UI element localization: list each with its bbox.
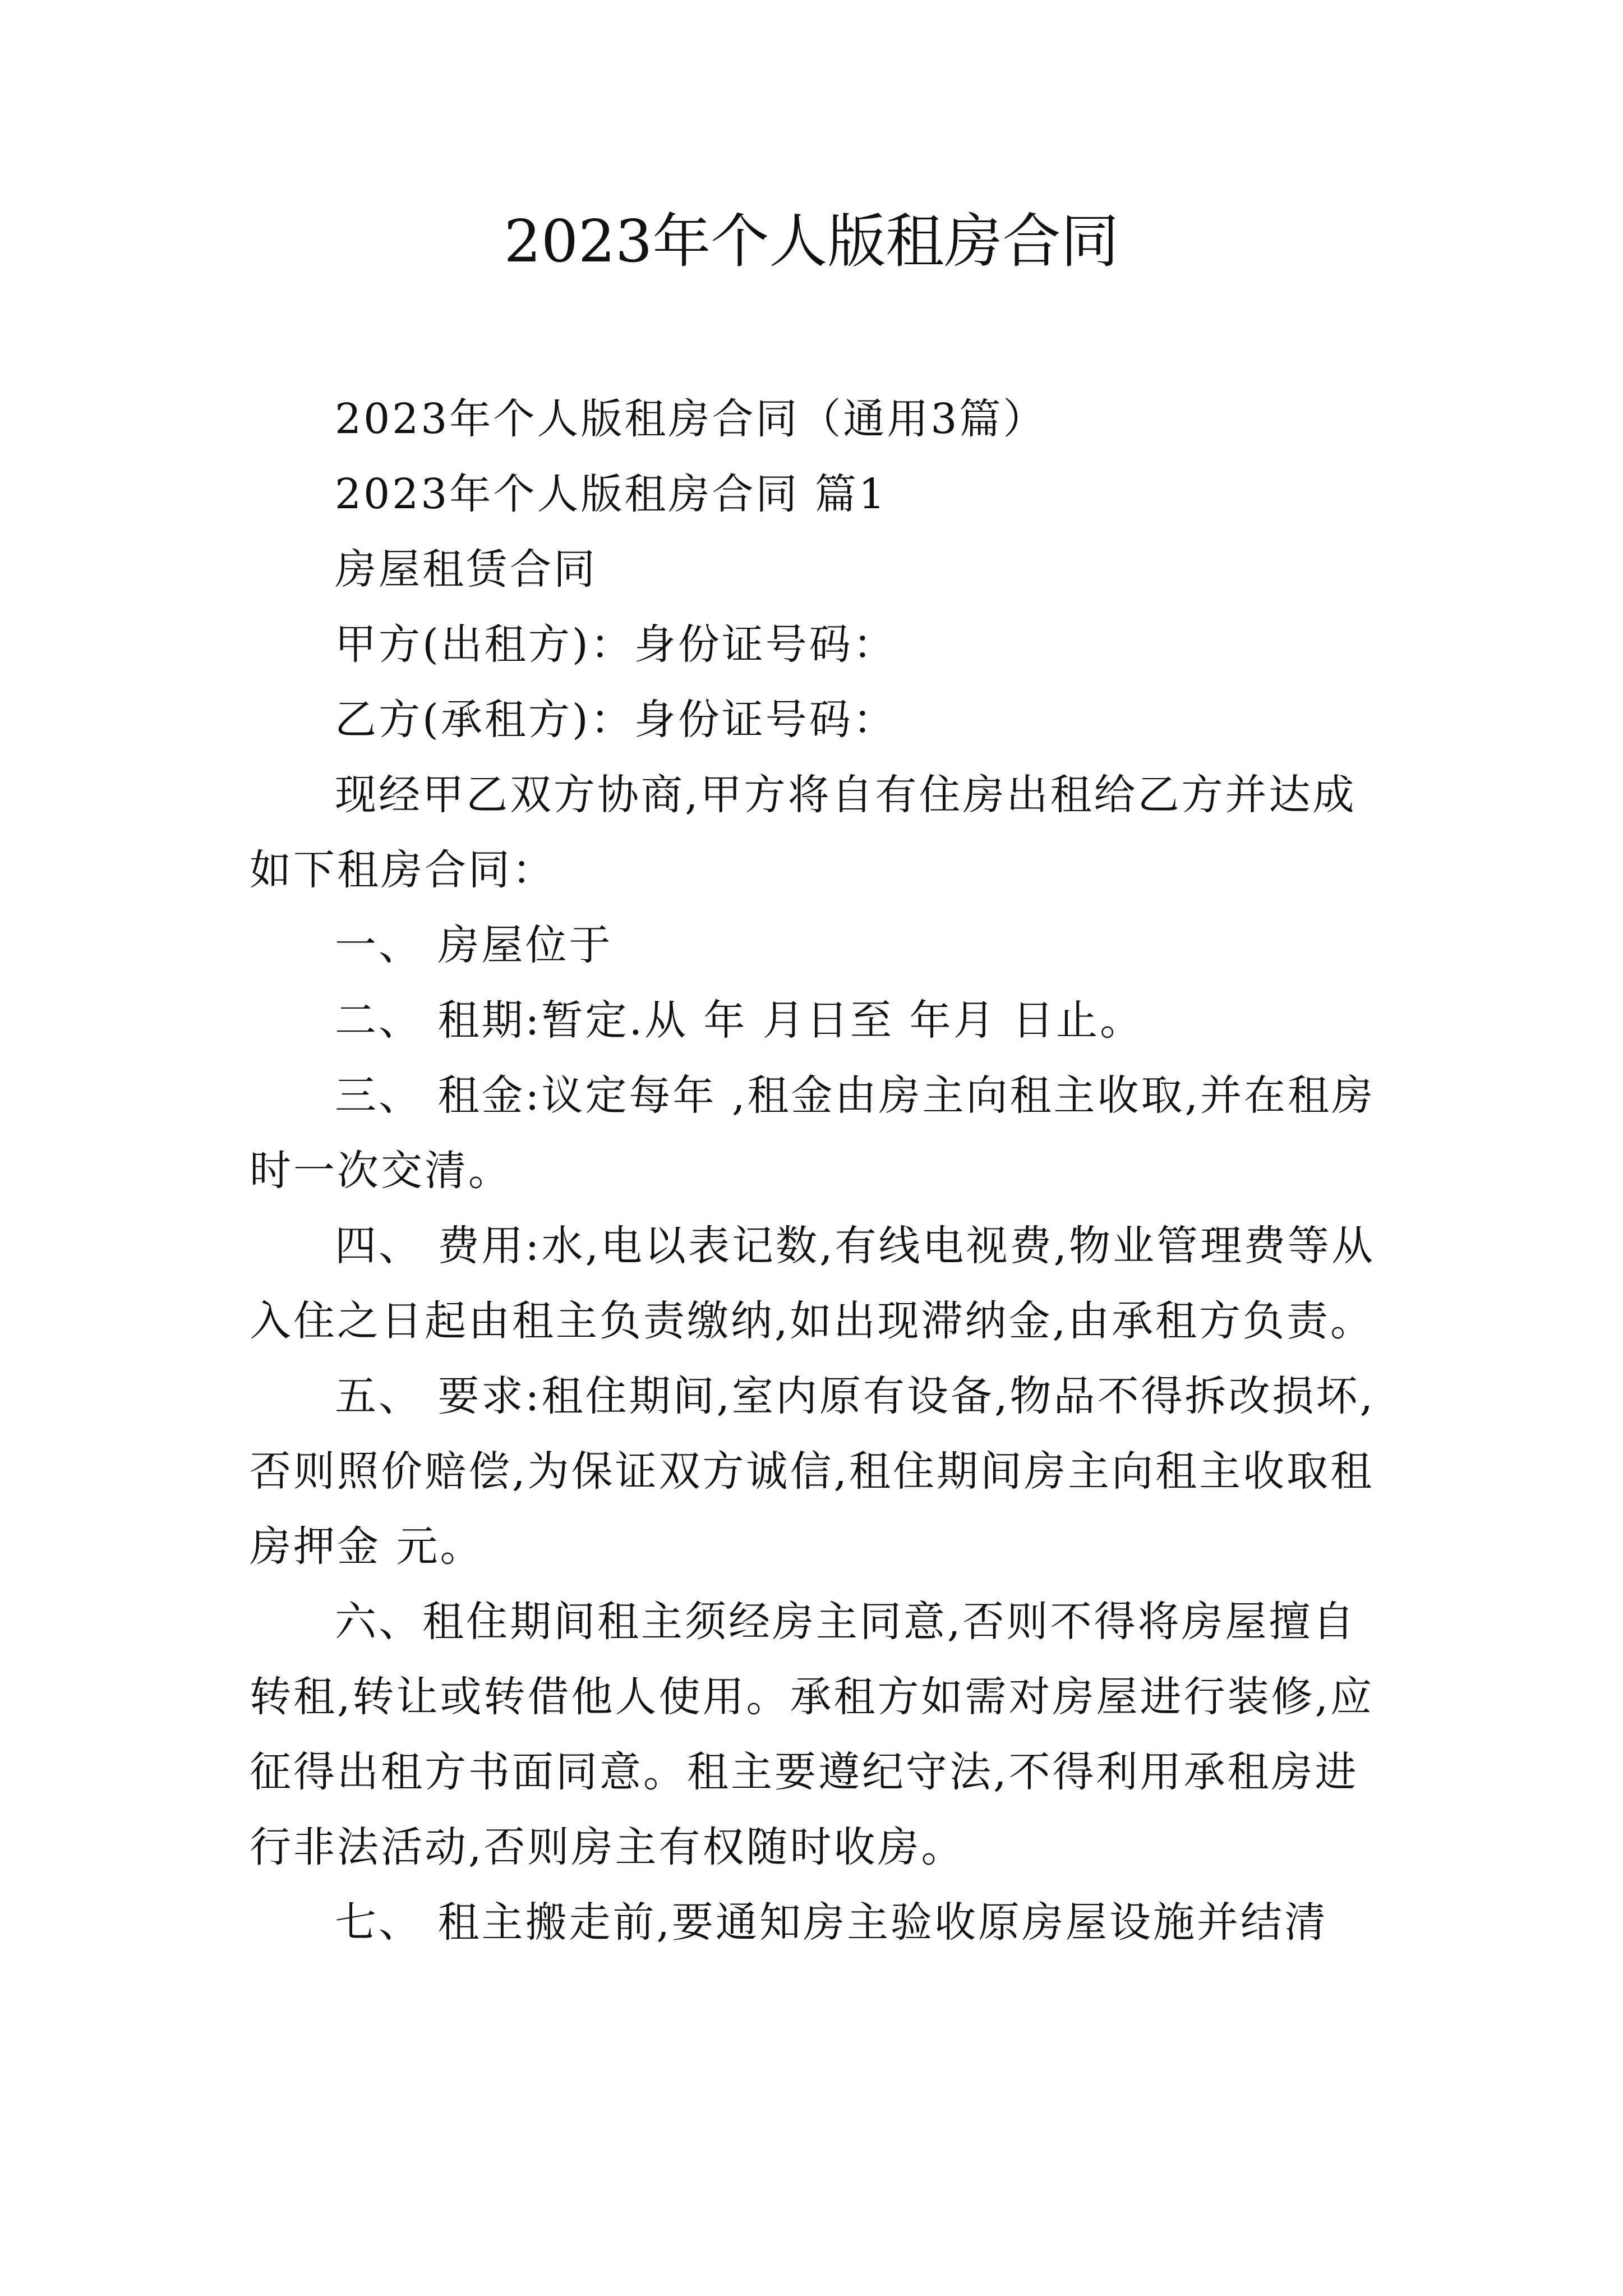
page-title: 2023年个人版租房合同 (504, 207, 1119, 275)
clause-1: 一、 房屋位于 (335, 921, 613, 969)
clause-7: 七、 租主搬走前,要通知房主验收原房屋设施并结清 (335, 1898, 1329, 1947)
clause-3: 三、 租金:议定每年 ,租金由房主向租主收取,并在租房时一次交清。 (250, 1071, 1376, 1195)
contract-name: 房屋租赁合同 (335, 545, 597, 593)
preamble-paragraph: 现经甲乙双方协商,甲方将自有住房出租给乙方并达成如下租房合同： (250, 771, 1357, 894)
party-a-line: 甲方(出租方)：身份证号码： (335, 620, 897, 669)
document-body (250, 381, 1394, 1960)
clause-4: 四、 费用:水,电以表记数,有线电视费,物业管理费等从入住之日起由租主负责缴纳,如出现滞纳金,由承租方负责。 (250, 1222, 1376, 1345)
clause-6: 六、租住期间租主须经房主同意,否则不得将房屋擅自转租,转让或转借他人使用。承租方如需对房屋进行装修,应征得出租方书面同意。租主要遵纪守法,不得利用承租房进行非法活动,否则房主有权随时收房。 (250, 1598, 1375, 1871)
subtitle-line: 2023年个人版租房合同（通用3篇） (335, 395, 1047, 443)
section-heading: 2023年个人版租房合同 篇1 (335, 470, 887, 518)
clause-5: 五、 要求:租住期间,室内原有设备,物品不得拆改损坏,否则照价赔偿,为保证双方诚信,租住期间房主向租主收取租房押金 元。 (250, 1372, 1376, 1571)
party-b-line: 乙方(承租方)：身份证号码： (335, 696, 897, 744)
clause-2: 二、 租期:暂定.从 年 月日至 年月 日止。 (335, 996, 1144, 1045)
